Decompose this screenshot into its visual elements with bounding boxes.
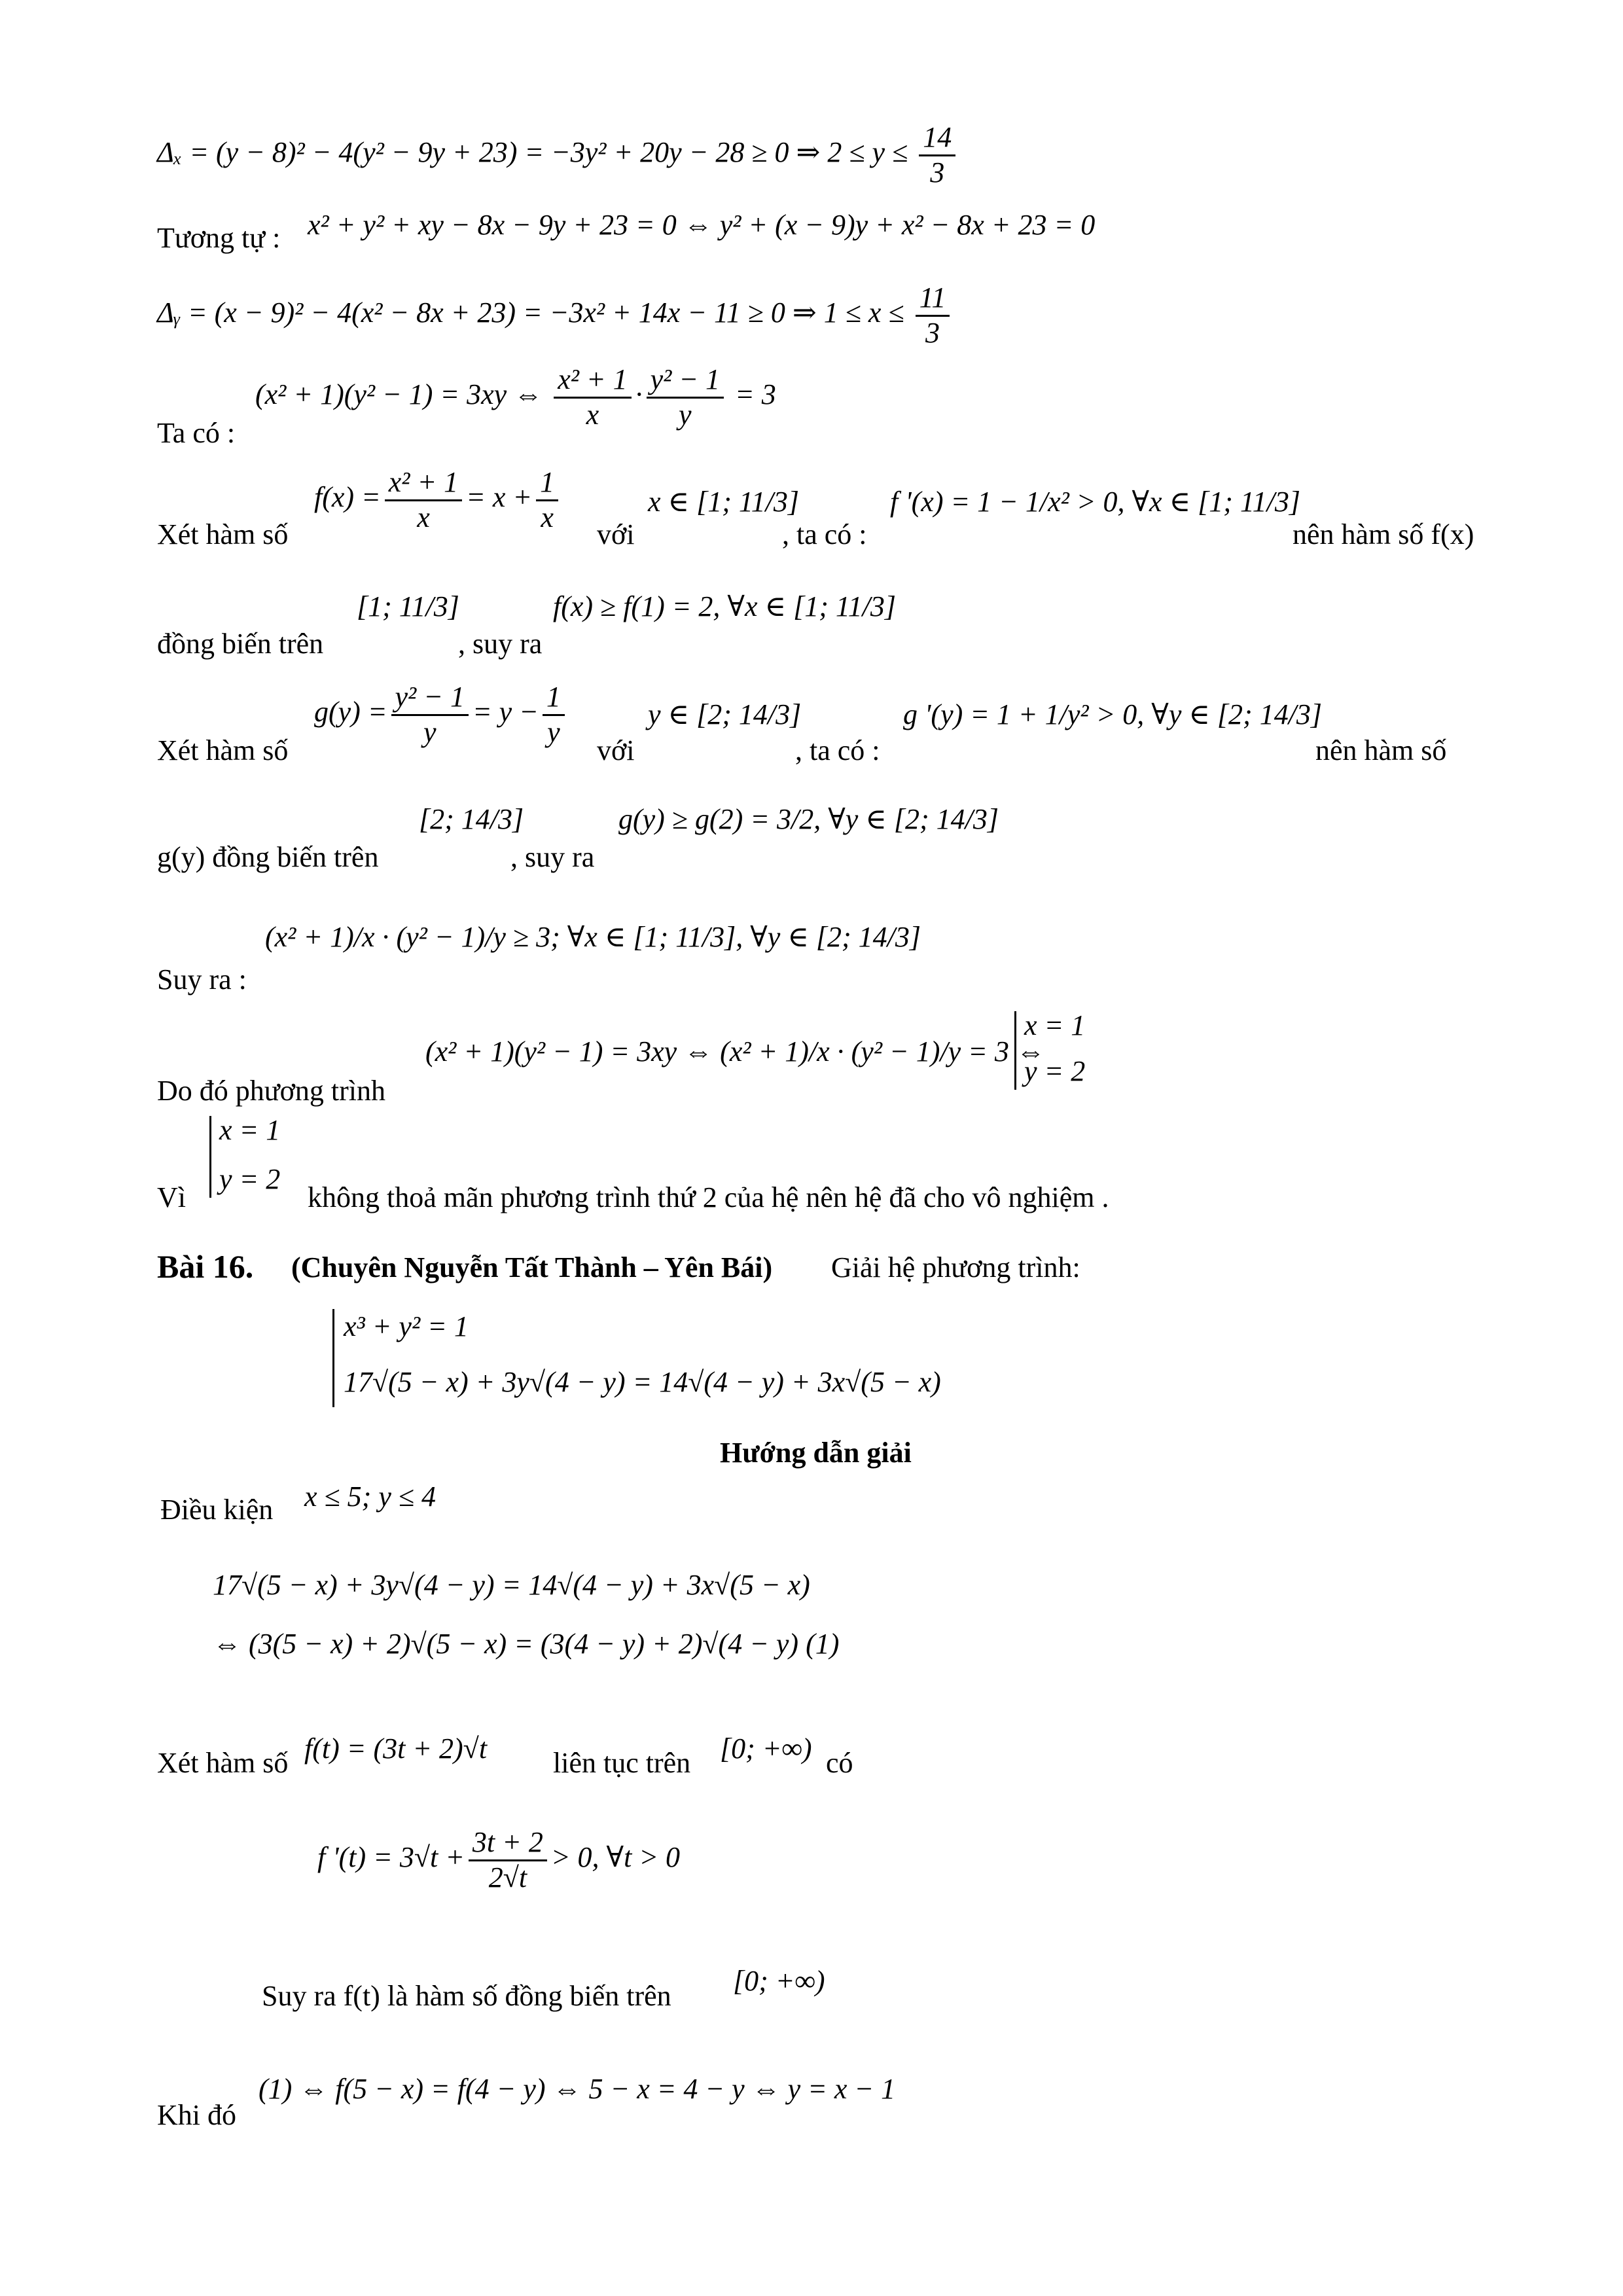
- delta-y-equation: [157, 281, 954, 350]
- so-function-fx: nên hàm số f(x): [1293, 518, 1474, 550]
- frac-den: 3: [930, 156, 945, 188]
- consider-ft-label: Xét hàm số: [157, 1747, 289, 1779]
- frac-num: 1: [543, 681, 565, 716]
- g-increasing-label: g(y) đồng biến trên: [157, 841, 379, 873]
- system-y-2: y = 2: [219, 1163, 281, 1195]
- problem-source: (Chuyên Nguyễn Tất Thành – Yên Bái): [291, 1251, 773, 1283]
- f-derivative: f '(x) = 1 − 1/x² > 0, ∀x ∈ [1; 11/3]: [890, 486, 1300, 518]
- product-eq-right: = 3: [735, 378, 776, 411]
- hence-equation-label: Do đó phương trình: [157, 1075, 385, 1107]
- frac-den: y: [679, 398, 692, 431]
- since-label: Vì: [157, 1181, 186, 1213]
- fraction-g: [391, 681, 469, 749]
- product-inequality: (x² + 1)/x · (y² − 1)/y ≥ 3; ∀x ∈ [1; 11/3], ∀y ∈ [2; 14/3]: [265, 921, 921, 953]
- frac-num: x² + 1: [554, 363, 631, 399]
- t-domain-2: [0; +∞): [733, 1965, 825, 1997]
- system-x-2: x = 1: [219, 1114, 281, 1146]
- frac-num: 14: [919, 121, 955, 156]
- y-domain-2: [2; 14/3]: [419, 803, 524, 835]
- fraction-1-y: [543, 681, 565, 749]
- frac-num: y² − 1: [391, 681, 469, 716]
- frac-num: y² − 1: [647, 363, 724, 399]
- x-domain-2: [1; 11/3]: [357, 590, 459, 622]
- increasing-on-label: đồng biến trên: [157, 628, 324, 660]
- f-inequality: f(x) ≥ f(1) = 2, ∀x ∈ [1; 11/3]: [553, 590, 896, 622]
- fraction-11-3: [916, 281, 950, 350]
- problem-prompt: Giải hệ phương trình:: [831, 1251, 1080, 1283]
- frac-num: 1: [536, 466, 558, 501]
- x-domain: x ∈ [1; 11/3]: [648, 486, 799, 518]
- with-label-2: với: [597, 734, 635, 766]
- fraction-x: [554, 363, 631, 431]
- fraction-ft: [469, 1826, 547, 1894]
- similarly-label: Tương tự :: [157, 222, 281, 254]
- ft-increasing-label: Suy ra f(t) là hàm số đồng biến trên: [262, 1980, 671, 2012]
- system-x: x = 1: [1024, 1009, 1086, 1041]
- g-inequality: g(y) ≥ g(2) = 3/2, ∀y ∈ [2; 14/3]: [618, 803, 999, 835]
- fraction-14-3: [919, 121, 955, 189]
- product-equation: (x² + 1)(y² − 1) = 3xy ⇔ $\frac{\text{x² + 1}}{x}$ · $\frac{\text{y² − 1}}{y}$ = 3: [255, 363, 776, 431]
- system-brace-2: [209, 1116, 211, 1198]
- f-mid: = x +: [466, 481, 533, 514]
- solution-step-2: ⇔ (3(5 − x) + 2)√(5 − x) = (3(4 − y) + 2)√(4 − y) (1): [213, 1628, 840, 1660]
- ft-deriv-left: f '(t) = 3√t +: [317, 1841, 465, 1874]
- frac-den: x: [541, 501, 554, 533]
- fraction-f: [385, 466, 462, 534]
- condition-math: x ≤ 5; y ≤ 4: [304, 1480, 437, 1513]
- so-function: nên hàm số: [1315, 734, 1447, 766]
- g-derivative: g '(y) = 1 + 1/y² > 0, ∀y ∈ [2; 14/3]: [903, 698, 1323, 730]
- y-domain: y ∈ [2; 14/3]: [648, 698, 802, 730]
- we-have-label-2: , ta có :: [782, 518, 867, 550]
- fraction-1-x: [536, 466, 558, 534]
- no-solution-text: không thoả mãn phương trình thứ 2 của hệ nên hệ đã cho vô nghiệm .: [308, 1181, 1109, 1213]
- then-label: Khi đó: [157, 2099, 236, 2131]
- system-brace: [1014, 1011, 1016, 1090]
- with-label: với: [597, 518, 635, 550]
- quadratic-in-y: x² + y² + xy − 8x − 9y + 23 = 0 ⇔ y² + (x − 9)y + x² − 8x + 23 = 0: [308, 209, 1096, 241]
- frac-den: 2√t: [488, 1861, 527, 1893]
- g-lhs: g(y) =: [314, 696, 387, 728]
- f-lhs: f(x) =: [314, 481, 381, 514]
- frac-num: x² + 1: [385, 466, 462, 501]
- delta-x-equation: [157, 121, 959, 189]
- frac-den: 3: [925, 316, 940, 349]
- equality-condition: (x² + 1)(y² − 1) = 3xy ⇔ (x² + 1)/x · (y² − 1)/y = 3 ⇔: [425, 1035, 1045, 1067]
- product-eq-left: (x² + 1)(y² − 1) = 3xy ⇔: [255, 378, 543, 411]
- frac-den: y: [423, 715, 437, 748]
- continuous-on-label: liên tục trên: [553, 1747, 691, 1779]
- delta-x-text: Δₓ = (y − 8)² − 4(y² − 9y + 23) = −3y² + 20y − 28 ≥ 0 ⇒ 2 ≤ y ≤: [157, 136, 916, 169]
- delta-y-text: Δᵧ = (x − 9)² − 4(x² − 8x + 23) = −3x² + 14x − 11 ≥ 0 ⇒ 1 ≤ x ≤: [157, 296, 912, 329]
- we-have-label: Ta có :: [157, 417, 236, 449]
- we-have-label-3: , ta có :: [795, 734, 880, 766]
- t-domain: [0; +∞): [720, 1732, 812, 1765]
- solution-step-1: 17√(5 − x) + 3y√(4 − y) = 14√(4 − y) + 3x√(5 − x): [213, 1569, 810, 1601]
- consider-function-label: Xét hàm số: [157, 518, 289, 550]
- consider-function-label-2: Xét hàm số: [157, 734, 289, 766]
- final-equivalence: (1) ⇔ f(5 − x) = f(4 − y) ⇔ 5 − x = 4 − y ⇔ y = x − 1: [259, 2073, 896, 2105]
- frac-den: x: [417, 501, 430, 533]
- problem-number: Bài 16.: [157, 1248, 254, 1285]
- has-label: có: [826, 1747, 853, 1779]
- problem-eq2: 17√(5 − x) + 3y√(4 − y) = 14√(4 − y) + 3x√(5 − x): [344, 1366, 941, 1398]
- frac-num: 3t + 2: [469, 1826, 547, 1861]
- condition-label: Điều kiện: [160, 1494, 274, 1526]
- therefore-label-2: , suy ra: [510, 841, 595, 873]
- system-y: y = 2: [1024, 1055, 1086, 1087]
- ft-definition: f(t) = (3t + 2)√t: [304, 1732, 488, 1765]
- frac-num: 11: [916, 281, 950, 317]
- frac-den: y: [547, 715, 560, 748]
- therefore-label: , suy ra: [458, 628, 543, 660]
- ft-deriv-right: > 0, ∀t > 0: [550, 1841, 681, 1874]
- fraction-y: [647, 363, 724, 431]
- therefore-label-3: Suy ra :: [157, 963, 247, 996]
- g-mid: = y −: [472, 696, 539, 728]
- frac-den: x: [586, 398, 599, 431]
- ft-derivative: [317, 1826, 680, 1894]
- problem-eq1: x³ + y² = 1: [344, 1310, 469, 1342]
- g-definition: [314, 681, 569, 749]
- problem-system-brace: [332, 1309, 334, 1407]
- f-definition: [314, 466, 562, 534]
- solution-heading: Hướng dẫn giải: [720, 1437, 912, 1469]
